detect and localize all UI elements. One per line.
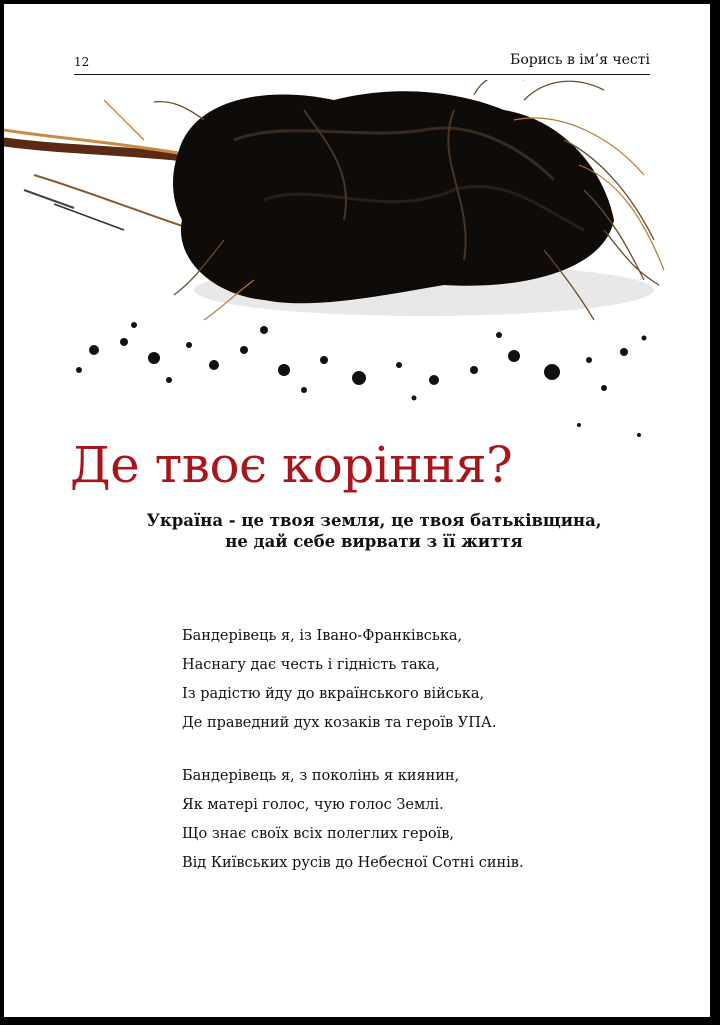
article-title: Де твоє коріння? <box>70 436 513 494</box>
poem-line: Із радістю йду до вкраїнського війська, <box>182 686 485 702</box>
uprooted-root-clump-icon <box>4 80 710 440</box>
poem-line: Бандерівець я, із Івано-Франківська, <box>182 628 463 644</box>
page <box>4 4 710 1017</box>
page-header <box>74 52 650 75</box>
poem <box>182 622 524 902</box>
poem-line: Від Київських русів до Небесної Сотні синів. <box>182 855 524 871</box>
poem-stanza <box>182 622 524 738</box>
subtitle-line: не дай себе вирвати з її життя <box>225 532 523 551</box>
article-subtitle <box>64 510 684 552</box>
poem-line: Де праведний дух козаків та героїв УПА. <box>182 715 497 731</box>
poem-line: Що знає своїх всіх полеглих героїв, <box>182 826 455 842</box>
poem-line: Бандерівець я, з поколінь я киянин, <box>182 768 460 784</box>
poem-stanza <box>182 762 524 878</box>
subtitle-line: Україна - це твоя земля, це твоя батьківщина, <box>146 511 602 530</box>
running-title: Борись в ім’я честі <box>510 52 650 68</box>
poem-line: Як матері голос, чую голос Землі. <box>182 797 444 813</box>
poem-line: Наснагу дає честь і гідність така, <box>182 657 440 673</box>
page-number: 12 <box>74 55 90 69</box>
